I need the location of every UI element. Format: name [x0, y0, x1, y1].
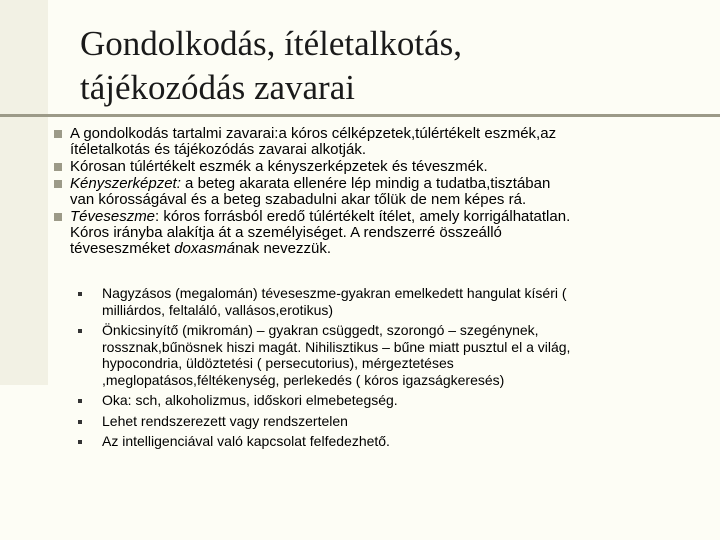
bullet-item: Kórosan túlértékelt eszmék a kényszerképzetek és téveszmék.	[52, 159, 712, 175]
sub-bullet-item: Önkicsinyítő (mikromán) – gyakran csüggedt, szorongó – szegénynek, rossznak,bűnösnek hiszi magát. Nihilisztikus – bűne miatt pusztul el a világ, hypocondria, üldöztetési ( persecutorius), mérgeztetéses ,meglopatásos,féltékenység, perlekedés ( kóros igazságkeresés)	[78, 322, 678, 388]
bullet-item: A gondolkodás tartalmi zavarai:a kóros célképzetek,túlértékelt eszmék,az ítéletalkotás és tájékozódás zavarai alkotják.	[52, 126, 712, 158]
title-line-1: Gondolkodás, ítéletalkotás,	[80, 24, 463, 63]
small-square-bullet-icon	[78, 440, 82, 444]
title-divider	[0, 114, 720, 117]
term-kenyszerkepzet: Kényszerképzet:	[70, 175, 181, 192]
square-bullet-icon	[54, 163, 62, 171]
term-teveseszme: Téveseszme	[70, 208, 156, 225]
sub-bullet-item: Nagyzásos (megalomán) téveseszme-gyakran emelkedett hangulat kíséri ( milliárdos, feltaláló, vallásos,erotikus)	[78, 285, 678, 318]
bullet-item: Kényszerképzet: a beteg akarata ellenére lép mindig a tudatba,tisztában van kórosságával és a beteg szabadulni akar tőlük de nem képes rá.	[52, 176, 712, 208]
bullet-item: Téveseszme: kóros forrásból eredő túlértékelt ítélet, amely korrigálhatatlan. Kóros irányba alakítja át a személyiséget. A rendszerré összeálló téveseszméket doxasmának nevezzük.	[52, 209, 712, 257]
small-square-bullet-icon	[78, 399, 82, 403]
sub-bullet-item: Oka: sch, alkoholizmus, időskori elmebetegség.	[78, 392, 678, 409]
square-bullet-icon	[54, 180, 62, 188]
main-bullet-list	[52, 126, 712, 258]
square-bullet-icon	[54, 130, 62, 138]
term-doxasma: doxasmá	[174, 240, 236, 257]
sub-bullet-list	[78, 285, 678, 454]
slide-title	[80, 22, 700, 110]
small-square-bullet-icon	[78, 292, 82, 296]
left-decorative-band	[0, 0, 48, 385]
small-square-bullet-icon	[78, 420, 82, 424]
sub-bullet-item: Az intelligenciával való kapcsolat felfedezhető.	[78, 433, 678, 450]
small-square-bullet-icon	[78, 329, 82, 333]
square-bullet-icon	[54, 213, 62, 221]
title-line-2: tájékozódás zavarai	[80, 68, 355, 107]
sub-bullet-item: Lehet rendszerezett vagy rendszertelen	[78, 413, 678, 430]
